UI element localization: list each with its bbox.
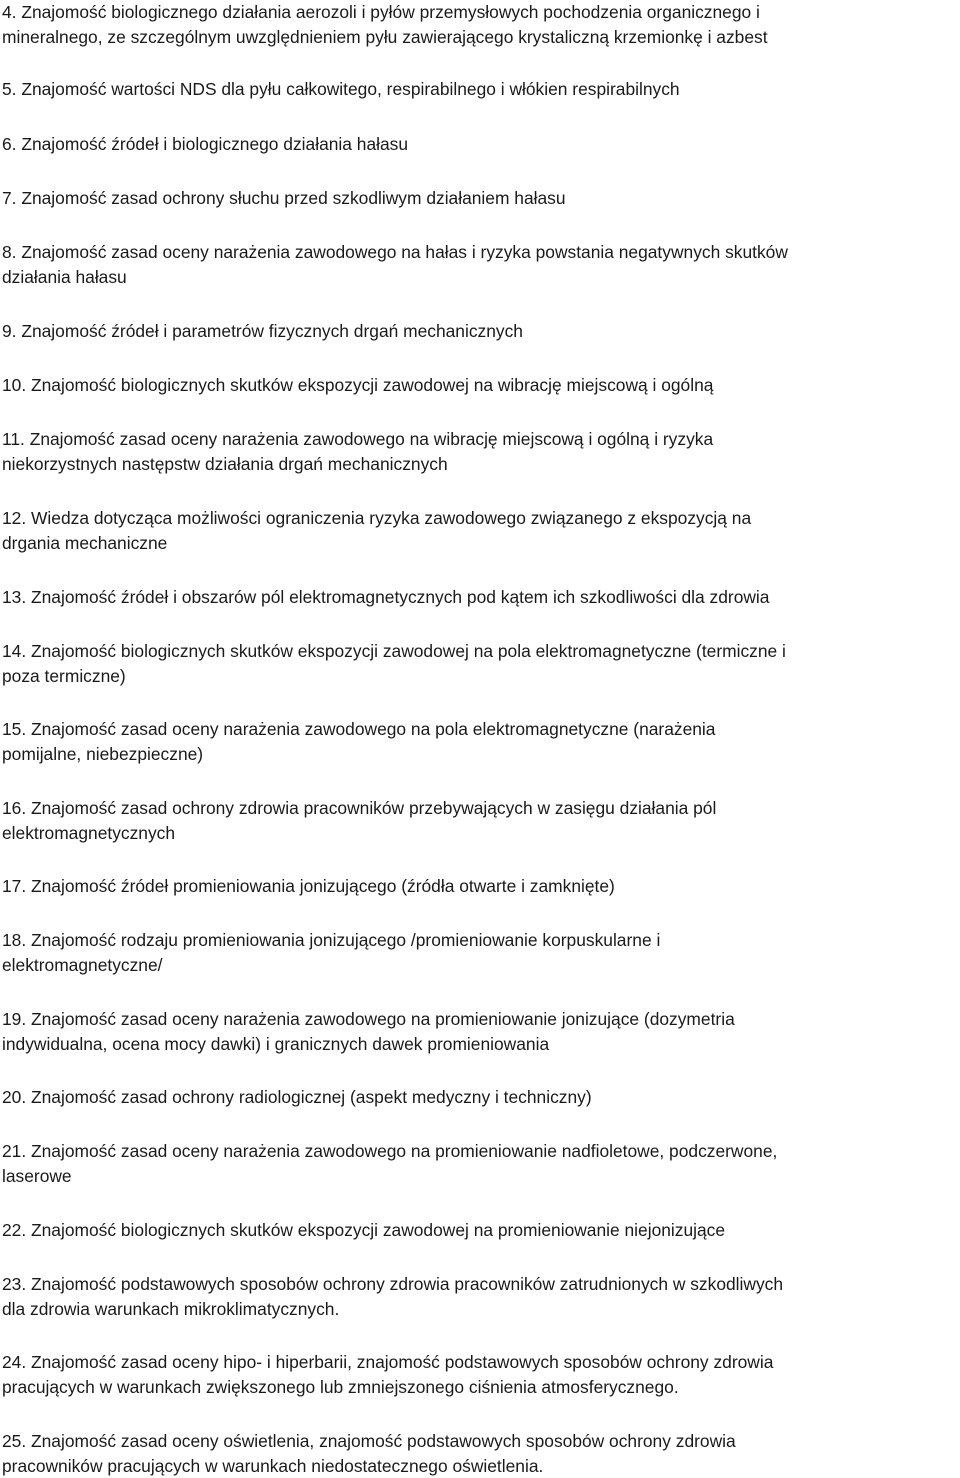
list-item <box>2 240 956 289</box>
list-item-line: 15. Znajomość zasad oceny narażenia zawodowego na pola elektromagnetyczne (narażenia <box>2 717 956 742</box>
list-item-line: poza termiczne) <box>2 664 956 689</box>
list-item <box>2 77 956 102</box>
list-item-line: 4. Znajomość biologicznego działania aerozoli i pyłów przemysłowych pochodzenia organicznego i <box>2 0 956 25</box>
list-item-line: pomijalne, niebezpieczne) <box>2 742 956 767</box>
list-item-line: 9. Znajomość źródeł i parametrów fizycznych drgań mechanicznych <box>2 319 956 344</box>
list-item-line: 23. Znajomość podstawowych sposobów ochrony zdrowia pracowników zatrudnionych w szkodliwych <box>2 1272 956 1297</box>
list-item <box>2 186 956 211</box>
list-item <box>2 506 956 555</box>
list-item <box>2 373 956 398</box>
list-item-line: elektromagnetycznych <box>2 821 956 846</box>
list-item-line: 11. Znajomość zasad oceny narażenia zawodowego na wibrację miejscową i ogólną i ryzyka <box>2 427 956 452</box>
list-item-line: 20. Znajomość zasad ochrony radiologicznej (aspekt medyczny i techniczny) <box>2 1085 956 1110</box>
list-item <box>2 132 956 157</box>
list-item <box>2 427 956 476</box>
list-item-line: pracowników pracujących w warunkach niedostatecznego oświetlenia. <box>2 1454 956 1478</box>
list-item <box>2 717 956 766</box>
list-item <box>2 1218 956 1243</box>
list-item <box>2 639 956 688</box>
list-item-line: 16. Znajomość zasad ochrony zdrowia pracowników przebywających w zasięgu działania pól <box>2 796 956 821</box>
list-item <box>2 0 956 49</box>
list-item <box>2 1007 956 1056</box>
list-item-line: 21. Znajomość zasad oceny narażenia zawodowego na promieniowanie nadfioletowe, podczerwone, <box>2 1139 956 1164</box>
list-item-line: 14. Znajomość biologicznych skutków ekspozycji zawodowej na pola elektromagnetyczne (termiczne i <box>2 639 956 664</box>
list-item-line: elektromagnetyczne/ <box>2 953 956 978</box>
list-item <box>2 796 956 845</box>
list-item-line: niekorzystnych następstw działania drgań mechanicznych <box>2 452 956 477</box>
list-item <box>2 874 956 899</box>
list-item <box>2 1139 956 1188</box>
list-item <box>2 1350 956 1399</box>
list-item-line: 8. Znajomość zasad oceny narażenia zawodowego na hałas i ryzyka powstania negatywnych skutków <box>2 240 956 265</box>
list-item-line: mineralnego, ze szczególnym uwzględnieniem pyłu zawierającego krystaliczną krzemionkę i azbest <box>2 25 956 50</box>
list-item <box>2 1272 956 1321</box>
list-item-line: laserowe <box>2 1164 956 1189</box>
list-item-line: 19. Znajomość zasad oceny narażenia zawodowego na promieniowanie jonizujące (dozymetria <box>2 1007 956 1032</box>
list-item-line: 10. Znajomość biologicznych skutków ekspozycji zawodowej na wibrację miejscową i ogólną <box>2 373 956 398</box>
list-item-line: 22. Znajomość biologicznych skutków ekspozycji zawodowej na promieniowanie niejonizujące <box>2 1218 956 1243</box>
list-item-line: 6. Znajomość źródeł i biologicznego działania hałasu <box>2 132 956 157</box>
list-item <box>2 1429 956 1478</box>
list-item <box>2 928 956 977</box>
list-item <box>2 585 956 610</box>
list-item-line: 24. Znajomość zasad oceny hipo- i hiperbarii, znajomość podstawowych sposobów ochrony zdrowia <box>2 1350 956 1375</box>
list-item-line: 5. Znajomość wartości NDS dla pyłu całkowitego, respirabilnego i włókien respirabilnych <box>2 77 956 102</box>
list-item-line: 7. Znajomość zasad ochrony słuchu przed szkodliwym działaniem hałasu <box>2 186 956 211</box>
list-item-line: 18. Znajomość rodzaju promieniowania jonizującego /promieniowanie korpuskularne i <box>2 928 956 953</box>
list-item-line: pracujących w warunkach zwiększonego lub zmniejszonego ciśnienia atmosferycznego. <box>2 1375 956 1400</box>
list-item-line: 13. Znajomość źródeł i obszarów pól elektromagnetycznych pod kątem ich szkodliwości dla zdrowia <box>2 585 956 610</box>
list-item <box>2 1085 956 1110</box>
list-item-line: działania hałasu <box>2 265 956 290</box>
list-item-line: drgania mechaniczne <box>2 531 956 556</box>
list-item-line: 17. Znajomość źródeł promieniowania jonizującego (źródła otwarte i zamknięte) <box>2 874 956 899</box>
list-item-line: dla zdrowia warunkach mikroklimatycznych. <box>2 1297 956 1322</box>
list-item-line: indywidualna, ocena mocy dawki) i granicznych dawek promieniowania <box>2 1032 956 1057</box>
list-item <box>2 319 956 344</box>
list-item-line: 12. Wiedza dotycząca możliwości ograniczenia ryzyka zawodowego związanego z ekspozycją na <box>2 506 956 531</box>
list-item-line: 25. Znajomość zasad oceny oświetlenia, znajomość podstawowych sposobów ochrony zdrowia <box>2 1429 956 1454</box>
